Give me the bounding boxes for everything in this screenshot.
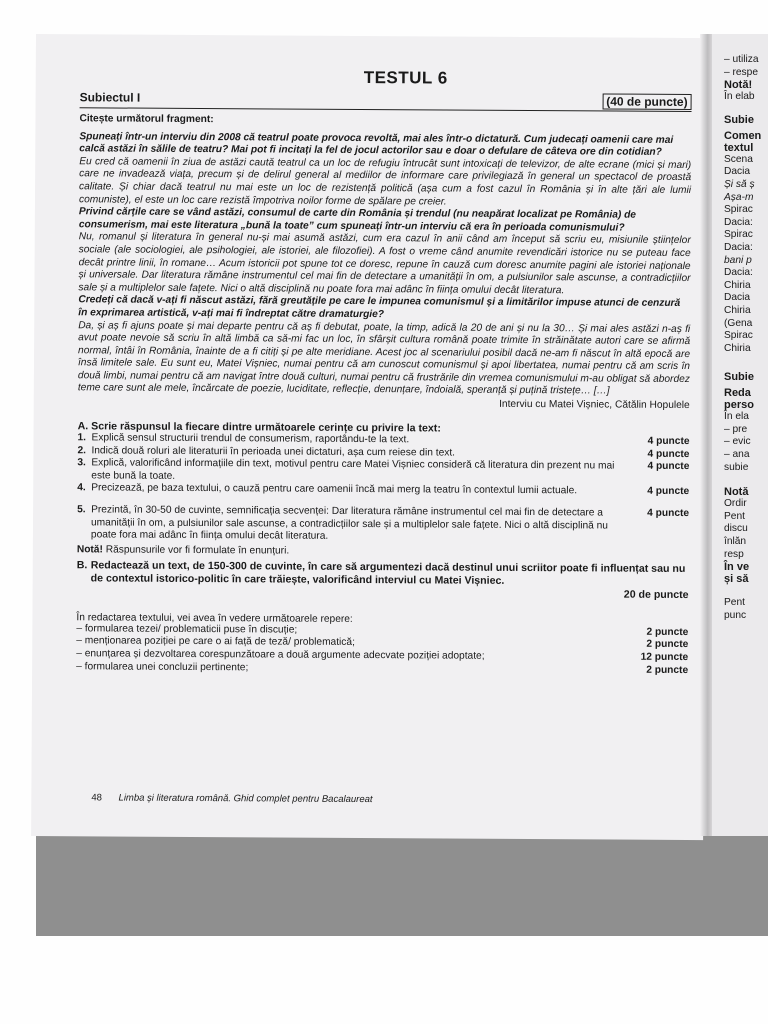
interview-question: Spuneați într-un interviu din 2008 că teatrul poate provoca revoltă, mai ales într-o dictatură. Cum judecați oamenii care mai calcă astăzi în sălile de teatru? Mai pot fi incitați la fel de jocul actorilor sau e doar o defulare de câteva ore din cotidian?: [79, 130, 674, 159]
right-page-line: – pre: [724, 423, 748, 435]
right-page-line: Pent: [724, 597, 745, 609]
right-page-line: și să: [724, 573, 749, 586]
requirement-item: 4. Precizează, pe baza textului, o cauză pentru care oamenii încă mai merg la teatru în contextul lumii actuale. 4 puncte: [77, 482, 690, 498]
right-page-line: (Gena: [724, 317, 753, 329]
right-page-note: Notă!: [724, 79, 753, 92]
right-page-line: resp: [724, 548, 744, 560]
right-page-line: Pent: [724, 510, 745, 522]
right-page-line: Dacia:: [724, 216, 753, 228]
interview-answer: Eu cred că oamenii în ziua de astăzi caută teatrul ca un loc de refugiu întrucât sunt intoxicați de televizor, de alte ecrane (mici și mari) care ne invadează viața, precum și de delirul general al mediilor de informare care privilegiază în general un spectacol de proastă calitate. Și chiar dacă teatrul nu mai este un loc de rezistență politică (așa cum a fost cazul în România și în alte țări ale lumii comuniste), el este un loc care rezistă împotriva noilor forme de spălare pe creier.: [78, 156, 692, 208]
right-page-line: Comen: [724, 129, 762, 142]
page-number: 48: [91, 792, 102, 804]
requirement-item: 5. Prezintă, în 30-50 de cuvinte, semnificația secvenței: Dar literatura rămâne instrumentul cel mai fin de detectare a umanității în om, a pulsiunilor sale ascunse, a contradicțiilor sale și a multiplelor sale fațete. Nici o altă disciplină nu poate fora mai adânc în ființa omului decât literatura. 4 puncte: [77, 504, 690, 543]
right-page-line: Dacia:: [724, 241, 753, 253]
mark-item: – formularea unei concluzii pertinente; 2 puncte: [76, 660, 689, 676]
right-page-line: Chiria: [724, 279, 751, 291]
left-book-page: [31, 34, 708, 840]
right-page-line: Chiria: [724, 304, 751, 316]
requirement-item: 3. Explică, valorificând informațiile din text, motivul pentru care Matei Vișniec consideră că literatura din prezent nu mai este bună la toate. 4 puncte: [77, 457, 690, 482]
interview-question: Privind cărțile care se vând astăzi, consumul de carte din România și trendul (nu neapărat localizat pe România) de consumerism, mai este literatura „bună la toate” cum spuneați într-un interviu că era în perioada comunismului?: [78, 206, 637, 234]
interview-answer: Nu, romanul și literatura în general nu-și mai asumă astăzi, cum era cazul în anii când am început să scriu eu, misiunile științelor sociale (ale sociologiei, ale psihologiei, ale istoriei, ale filozofiei). A fost o vreme când anumite revendicări istorice nu se puteau face decât printre linii, în romane… Acum istoricii pot spune tot ce doresc, repune în cauză cum doresc anumite pagini ale istoriei naționale și universale. Dar literatura rămâne instrumentul cel mai fin de detectare a umanității în om, a pulsiunilor sale ascunse, a contradicțiilor sale și a multiplelor sale fațete. Nici o altă disciplină nu poate fora mai adânc în ființa omului decât literatura.: [78, 231, 691, 296]
right-page-line: Scena: [724, 153, 753, 165]
section-a-note: Notă! Răspunsurile vor fi formulate în enunțuri.: [76, 544, 290, 557]
right-page-line: Chiria: [724, 342, 751, 354]
right-page-line: Așa-m: [724, 191, 754, 203]
right-page-line: În ela: [724, 411, 749, 423]
right-page-line: În elab: [724, 91, 755, 103]
right-page-line: – evic: [724, 436, 751, 448]
right-page-line: – utiliza: [724, 54, 759, 65]
section-a-title: A. Scrie răspunsul la fiecare dintre următoarele cerințe cu privire la text:: [77, 420, 441, 435]
right-page-line: bani p: [724, 254, 752, 266]
requirement-item: 2. Indică două roluri ale literaturii în perioada unei dictaturi, așa cum reiese din text. 4 puncte: [77, 444, 690, 460]
source-attribution: Interviu cu Matei Vișniec, Cătălin Hopulele: [499, 398, 690, 412]
right-page-line: Dacia: [724, 166, 751, 178]
right-book-page: [712, 34, 768, 836]
right-page-line: Reda: [724, 387, 751, 400]
mark-item: – formularea tezei/ problematicii puse în discuție; 2 puncte: [76, 623, 689, 638]
mark-item: – menționarea poziției pe care o ai față de teză/ problematică; 2 puncte: [76, 635, 689, 651]
scanner-shadow-band: [36, 836, 768, 936]
interview-answer: Da, și aș fi ajuns poate și mai departe pentru că aș fi debutat, poate, la timp, adică la 20 de ani și nu la 30… Și mai ales astăzi n-aș fi avut poate nevoie să scriu în altă limbă ca să-mi fac un loc, în sfârșit cultura română poate trimite în străinătate autori care se afirmă normal, întâi în România, înainte de a fi citiți și pe alte meridiane. Acest joc al scenariului posibil dacă ne-am fi născut în altă epocă are însă limitele sale. Eu sunt eu, Matei Vișniec, numai pentru că am cunoscut comunismul și apoi libertatea, numai pentru că am scris în două limbi, numai pentru că am navigat între două culturi, numai pentru că frustrările din vremea comunismului m-au obligat să abordez teme care sunt ale mele, încărcate de poezie, luciditate, reflecție, denunțare, îndoială, speranță și puțină tristețe… […]: [77, 319, 691, 397]
right-page-line: Ordir: [724, 498, 747, 510]
page-title: TESTUL 6: [363, 68, 448, 88]
subject-points: (40 de puncte): [602, 93, 691, 110]
right-page-line: punc: [724, 609, 747, 621]
right-page-line: – ana: [724, 449, 750, 461]
right-page-line: Spirac: [724, 229, 753, 241]
page-footer: [91, 792, 372, 805]
right-page-line: În ve: [724, 561, 750, 574]
section-b-points: 20 de puncte: [623, 588, 689, 601]
right-page-line: înlăn: [724, 536, 747, 548]
right-page-subject: Subie: [724, 113, 754, 126]
right-page-line: perso: [724, 399, 754, 412]
page-content: [76, 66, 692, 677]
right-page-line: subie: [724, 461, 749, 473]
fragment-intro: Citește următorul fragment:: [79, 113, 214, 126]
right-page-subject: Subie: [724, 371, 754, 384]
interview-question: Credeți că dacă v-ați fi născut astăzi, fără greutățile pe care le impunea comunismul și a limitărilor impuse atunci de cenzură în exprimarea artistică, v-ați mai fi îndreptat către dramaturgie?: [78, 294, 681, 321]
book-title: Limba și literatura română. Ghid complet pentru Bacalaureat: [118, 792, 373, 806]
right-page-line: Și să ș: [724, 178, 755, 190]
mark-item: – enunțarea și dezvoltarea corespunzătoare a două argumente adecvate poziției adoptate; 12 puncte: [76, 648, 689, 663]
subject-label: Subiectul I: [79, 90, 141, 105]
right-page-note: Notă: [724, 486, 749, 499]
right-page-line: discu: [724, 523, 748, 535]
requirement-item: 1. Explică sensul structurii trendul de consumerism, raportându-te la text. 4 puncte: [77, 432, 690, 448]
right-page-line: – respe: [724, 66, 758, 78]
interview-text: [78, 131, 692, 399]
right-page-line: Spirac: [724, 204, 753, 216]
right-page-line: Spirac: [724, 330, 753, 342]
marks-intro: În redactarea textului, vei avea în vedere următoarele repere:: [76, 612, 353, 625]
right-page-line: textul: [724, 141, 754, 154]
right-page-line: Dacia: [724, 292, 751, 304]
right-page-line: Dacia:: [724, 267, 753, 279]
section-b: B. Redactează un text, de 150-300 de cuvinte, în care să argumentezi dacă destinul unui scriitor poate fi influențat sau nu de contextul istorico-politic în care trăiește, valorificând interviul cu Matei Vișniec.: [76, 559, 686, 587]
subject-header: [80, 90, 692, 112]
